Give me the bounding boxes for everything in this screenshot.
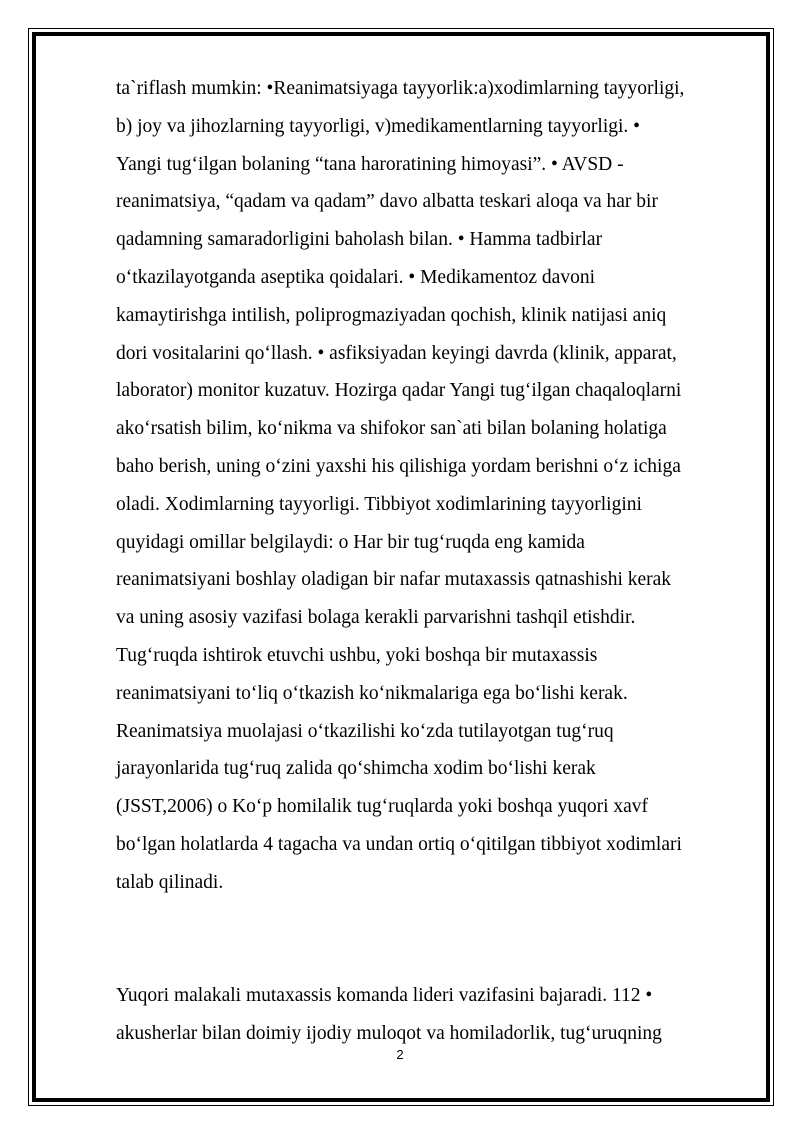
text-line: o‘tkazilayotganda aseptika qoidalari. • Medikamentoz davoni (116, 266, 595, 288)
page-number: 2 (396, 1047, 404, 1062)
text-line: b) joy va jihozlarning tayyorligi, v)medikamentlarning tayyorligi. • (116, 115, 640, 137)
paragraph-gap (116, 907, 756, 983)
text-line: talab qilinadi. (116, 871, 224, 893)
text-line: dori vositalarini qo‘llash. • asfiksiyadan keyingi davrda (klinik, apparat, (116, 342, 677, 364)
text-line: qadamning samaradorligini baholash bilan. • Hamma tadbirlar (116, 229, 603, 251)
text-line: reanimatsiyani to‘liq o‘tkazish ko‘nikmalariga ega bo‘lishi kerak. (116, 682, 628, 704)
text-line: oladi. Xodimlarning tayyorligi. Tibbiyot xodimlarining tayyorligini (116, 493, 642, 515)
text-line: (JSST,2006) o Ko‘p homilalik tug‘ruqlarda yoki boshqa yuqori xavf (116, 796, 649, 818)
text-line: ako‘rsatish bilim, ko‘nikma va shifokor san`ati bilan bolaning holatiga (116, 418, 667, 440)
text-line: baho berish, uning o‘zini yaxshi his qilishiga yordam berishni o‘z ichiga (116, 455, 681, 477)
text-line: va uning asosiy vazifasi bolaga kerakli parvarishni tashqil etishdir. (116, 607, 636, 629)
text-line: bo‘lgan holatlarda 4 tagacha va undan ortiq o‘qitilgan tibbiyot xodimlari (116, 833, 682, 855)
document-body (116, 75, 756, 1058)
text-line: jarayonlarida tug‘ruq zalida qo‘shimcha xodim bo‘lishi kerak (116, 758, 596, 780)
text-line: Reanimatsiya muolajasi o‘tkazilishi ko‘zda tutilayotgan tug‘ruq (116, 720, 614, 742)
text-line: kamaytirishga intilish, poliprogmaziyadan qochish, klinik natijasi aniq (116, 304, 667, 326)
text-line: reanimatsiyani boshlay oladigan bir nafar mutaxassis qatnashishi kerak (116, 569, 672, 591)
text-line: ta`riflash mumkin: •Reanimatsiyaga tayyorlik:a)xodimlarning tayyorligi, (116, 78, 685, 99)
text-line: Tug‘ruqda ishtirok etuvchi ushbu, yoki boshqa bir mutaxassis (116, 644, 598, 666)
text-line: reanimatsiya, “qadam va qadam” davo albatta teskari aloqa va har bir (116, 191, 658, 213)
text-line: quyidagi omillar belgilaydi: o Har bir tug‘ruqda eng kamida (116, 531, 585, 553)
text-line: akusherlar bilan doimiy ijodiy muloqot va homiladorlik, tug‘uruqning (116, 1022, 662, 1044)
text-line: Yuqori malakali mutaxassis komanda lideri vazifasini bajaradi. 112 • (116, 985, 653, 1007)
text-line: laborator) monitor kuzatuv. Hozirga qadar Yangi tug‘ilgan chaqaloqlarni (116, 380, 682, 402)
text-line: Yangi tug‘ilgan bolaning “tana haroratining himoyasi”. • AVSD - (116, 153, 624, 175)
